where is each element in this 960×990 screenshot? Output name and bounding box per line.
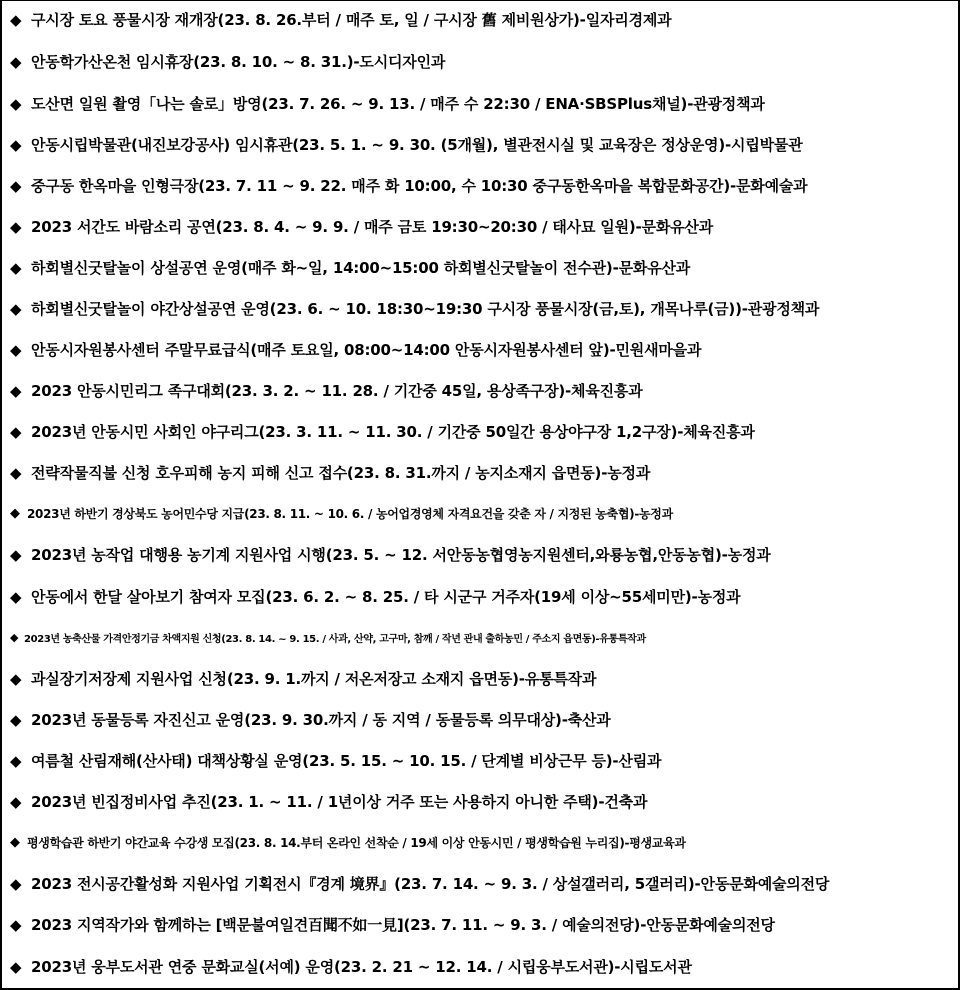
list-item-text: 2023년 웅부도서관 연중 문화교실(서예) 운영(23. 2. 21 ~ 12. 14. / 시립웅부도서관)-시립도서관 — [31, 958, 692, 976]
diamond-bullet-icon: ◆ — [10, 299, 22, 318]
list-item — [10, 247, 952, 288]
diamond-bullet-icon: ◆ — [10, 587, 22, 606]
diamond-bullet-icon: ◆ — [10, 135, 22, 154]
list-item — [10, 617, 952, 658]
list-item — [10, 576, 952, 617]
diamond-bullet-icon: ◆ — [10, 792, 22, 811]
diamond-bullet-icon: ◆ — [10, 422, 22, 441]
list-item-text: 2023 지역작가와 함께하는 [백문불여일견百聞不如一見](23. 7. 11. ~ 9. 3. / 예술의전당)-안동문화예술의전당 — [31, 916, 775, 934]
list-item — [10, 124, 952, 165]
diamond-bullet-icon: ◆ — [10, 874, 22, 893]
list-item — [10, 658, 952, 699]
list-item-text: 2023년 농작업 대행용 농기계 지원사업 시행(23. 5. ~ 12. 서안동농협영농지원센터,와룡농협,안동농협)-농정과 — [31, 546, 771, 564]
diamond-bullet-icon: ◆ — [10, 545, 22, 564]
diamond-bullet-icon: ◆ — [10, 669, 22, 688]
diamond-bullet-icon: ◆ — [10, 381, 22, 400]
list-item — [10, 370, 952, 411]
list-item-text: 도산면 일원 촬영「나는 솔로」방영(23. 7. 26. ~ 9. 13. / 매주 수 22:30 / ENA·SBSPlus채널)-관광정책과 — [31, 95, 765, 113]
diamond-bullet-icon: ◆ — [10, 835, 20, 850]
list-item-text: 안동에서 한달 살아보기 참여자 모집(23. 6. 2. ~ 8. 25. / 타 시군구 거주자(19세 이상~55세미만)-농정과 — [31, 588, 741, 606]
list-item — [10, 493, 952, 534]
list-item-text: 2023년 안동시민 사회인 야구리그(23. 3. 11. ~ 11. 30. / 기간중 50일간 용상야구장 1,2구장)-체육진흥과 — [31, 423, 755, 441]
list-item — [10, 165, 952, 206]
list-item-text: 2023년 농축산물 가격안정기금 차액지원 신청(23. 8. 14. ~ 9. 15. / 사과, 산약, 고구마, 참깨 / 작년 관내 출하농민 / 주소지 읍면동)-유통특작과 — [24, 634, 646, 645]
diamond-bullet-icon: ◆ — [10, 631, 19, 644]
list-item-text: 여름철 산림재해(산사태) 대책상황실 운영(23. 5. 15. ~ 10. 15. / 단계별 비상근무 등)-산림과 — [31, 752, 662, 770]
diamond-bullet-icon: ◆ — [10, 217, 22, 236]
list-item-text: 2023 전시공간활성화 지원사업 기획전시『경계 境界』(23. 7. 14. ~ 9. 3. / 상설갤러리, 5갤러리)-안동문화예술의전당 — [31, 875, 830, 893]
list-item — [10, 0, 952, 40]
diamond-bullet-icon: ◆ — [10, 10, 22, 29]
list-item — [10, 41, 952, 82]
list-item — [10, 699, 952, 740]
list-item-text: 과실장기저장제 지원사업 신청(23. 9. 1.까지 / 저온저장고 소재지 읍면동)-유통특작과 — [31, 670, 597, 688]
list-item — [10, 822, 952, 863]
list-item-text: 안동학가산온천 임시휴장(23. 8. 10. ~ 8. 31.)-도시디자인과 — [31, 53, 446, 71]
diamond-bullet-icon: ◆ — [10, 258, 22, 277]
diamond-bullet-icon: ◆ — [10, 710, 22, 729]
list-item — [10, 288, 952, 329]
list-item-text: 전략작물직불 신청 호우피해 농지 피해 신고 접수(23. 8. 31.까지 / 농지소재지 읍면동)-농정과 — [31, 464, 651, 482]
list-item-text: 안동시립박물관(내진보강공사) 임시휴관(23. 5. 1. ~ 9. 30. (5개월), 별관전시실 및 교육장은 정상운영)-시립박물관 — [31, 136, 803, 154]
list-item-text: 2023년 하반기 경상북도 농어민수당 지급(23. 8. 11. ~ 10. 6. / 농어업경영체 자격요건을 갖춘 자 / 지정된 농축협)-농정과 — [27, 507, 673, 521]
list-item-text: 평생학습관 하반기 야간교육 수강생 모집(23. 8. 14.부터 온라인 선착순 / 19세 이상 안동시민 / 평생학습원 누리집)-평생교육과 — [27, 836, 686, 850]
list-item-text: 하회별신굿탈놀이 야간상설공연 운영(23. 6. ~ 10. 18:30~19:30 구시장 풍물시장(금,토), 개목나루(금))-관광정책과 — [31, 300, 820, 318]
diamond-bullet-icon: ◆ — [10, 751, 22, 770]
list-item — [10, 863, 952, 904]
list-item — [10, 206, 952, 247]
list-item-text: 2023년 빈집정비사업 추진(23. 1. ~ 11. / 1년이상 거주 또는 사용하지 아니한 주택)-건축과 — [31, 793, 648, 811]
list-item-text: 2023년 동물등록 자진신고 운영(23. 9. 30.까지 / 동 지역 / 동물등록 의무대상)-축산과 — [31, 711, 611, 729]
list-item-text: 2023 서간도 바람소리 공연(23. 8. 4. ~ 9. 9. / 매주 금토 19:30~20:30 / 태사묘 일원)-문화유산과 — [31, 218, 713, 236]
diamond-bullet-icon: ◆ — [10, 463, 22, 482]
list-item-text: 중구동 한옥마을 인형극장(23. 7. 11 ~ 9. 22. 매주 화 10:00, 수 10:30 중구동한옥마을 복합문화공간)-문화예술과 — [31, 177, 808, 195]
list-item — [10, 781, 952, 822]
list-item-text: 2023 안동시민리그 족구대회(23. 3. 2. ~ 11. 28. / 기간중 45일, 용상족구장)-체육진흥과 — [31, 382, 643, 400]
diamond-bullet-icon: ◆ — [10, 957, 22, 976]
list-item-text: 하회별신굿탈놀이 상설공연 운영(매주 화~일, 14:00~15:00 하회별신굿탈놀이 전수관)-문화유산과 — [31, 259, 691, 277]
diamond-bullet-icon: ◆ — [10, 176, 22, 195]
list-item — [10, 329, 952, 370]
list-item — [10, 411, 952, 452]
list-item-text: 구시장 토요 풍물시장 재개장(23. 8. 26.부터 / 매주 토, 일 / 구시장 舊 제비원상가)-일자리경제과 — [31, 11, 672, 29]
list-item — [10, 740, 952, 781]
diamond-bullet-icon: ◆ — [10, 506, 20, 521]
list-item — [10, 83, 952, 124]
list-item — [10, 534, 952, 575]
list-item-text: 안동시자원봉사센터 주말무료급식(매주 토요일, 08:00~14:00 안동시자원봉사센터 앞)-민원새마을과 — [31, 341, 702, 359]
diamond-bullet-icon: ◆ — [10, 94, 22, 113]
list-item — [10, 452, 952, 493]
diamond-bullet-icon: ◆ — [10, 52, 22, 71]
list-item — [10, 904, 952, 945]
diamond-bullet-icon: ◆ — [10, 340, 22, 359]
diamond-bullet-icon: ◆ — [10, 915, 22, 934]
list-item — [10, 946, 952, 987]
